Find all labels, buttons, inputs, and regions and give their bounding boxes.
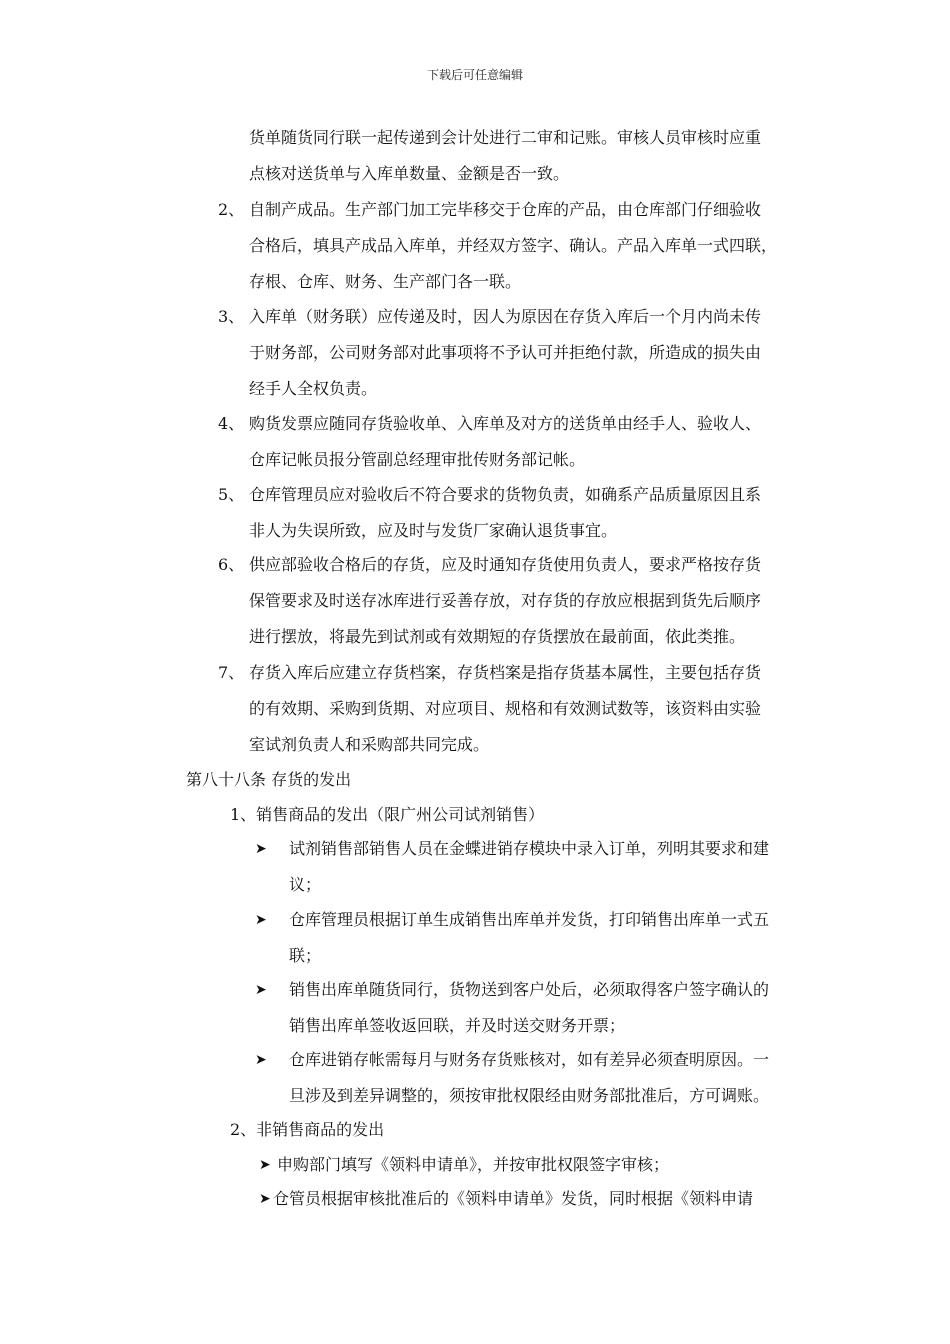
list-item-line: 入库单（财务联）应传递及时，因人为原因在存货入库后一个月内尚未传 <box>249 307 762 326</box>
bullet-line: 仓库进销存帐需每月与财务存货账核对，如有差异必须查明原因。一 <box>289 1050 770 1069</box>
list-item-line: 供应部验收合格后的存货，应及时通知存货使用负责人，要求严格按存货 <box>249 555 762 574</box>
list-item-line: 仓库记帐员报分管副总经理审批传财务部记帐。 <box>249 450 586 469</box>
list-item-line: 进行摆放，将最先到试剂或有效期短的存货摆放在最前面，依此类推。 <box>249 627 746 646</box>
list-item-line: 室试剂负责人和采购部共同完成。 <box>249 735 490 754</box>
arrow-bullet-icon: ➤ <box>255 1052 267 1068</box>
list-item-line: 自制产成品。生产部门加工完毕移交于仓库的产品，由仓库部门仔细验收 <box>249 200 762 219</box>
list-item-number: 3、 <box>218 307 245 326</box>
list-item-line: 保管要求及时送存冰库进行妥善存放，对存货的存放应根据到货先后顺序 <box>249 591 762 610</box>
bullet-line: 议； <box>289 875 322 894</box>
arrow-bullet-icon: ➤ <box>255 982 267 998</box>
bullet-line: 旦涉及到差异调整的，须按审批权限经由财务部批准后，方可调账。 <box>289 1086 770 1105</box>
paragraph-line: 货单随货同行联一起传递到会计处进行二审和记账。审核人员审核时应重 <box>249 128 762 147</box>
bullet-line: 销售出库单签收返回联，并及时送交财务开票； <box>289 1016 626 1035</box>
paragraph-line: 点核对送货单与入库单数量、金额是否一致。 <box>249 164 570 183</box>
arrow-bullet-icon: ➤ <box>255 912 267 928</box>
list-item-line: 存货入库后应建立存货档案，存货档案是指存货基本属性，主要包括存货 <box>249 663 762 682</box>
header-note: 下载后可任意编辑 <box>426 68 523 82</box>
bullet-line: 销售出库单随货同行，货物送到客户处后，必须取得客户签字确认的 <box>289 980 770 999</box>
article-heading: 第八十八条 存货的发出 <box>186 770 352 789</box>
bullet-line: 联； <box>289 946 322 965</box>
list-item-line: 于财务部，公司财务部对此事项将不予认可并拒绝付款，所造成的损失由 <box>249 343 762 362</box>
arrow-bullet-icon: ➤ <box>255 841 267 857</box>
list-item-line: 经手人全权负责。 <box>249 379 378 398</box>
list-item-line: 购货发票应随同存货验收单、入库单及对方的送货单由经手人、验收人、 <box>249 414 762 433</box>
list-item-number: 2、 <box>218 200 245 219</box>
arrow-bullet-icon: ➤ <box>259 1157 271 1173</box>
bullet-line: 申购部门填写《领料申请单》，并按审批权限签字审核； <box>277 1155 670 1174</box>
list-item-line: 合格后，填具产成品入库单，并经双方签字、确认。产品入库单一式四联， <box>249 236 778 255</box>
list-item-line: 的有效期、采购到货期、对应项目、规格和有效测试数等，该资料由实验 <box>249 699 762 718</box>
list-item-number: 5、 <box>218 485 245 504</box>
list-item-line: 存根、仓库、财务、生产部门各一联。 <box>249 272 522 291</box>
subsection-heading: 1、销售商品的发出（限广州公司试剂销售） <box>230 805 545 824</box>
bullet-line: 仓库管理员根据订单生成销售出库单并发货，打印销售出库单一式五 <box>289 910 770 929</box>
bullet-line: 试剂销售部销售人员在金蝶进销存模块中录入订单，列明其要求和建 <box>289 839 770 858</box>
list-item-line: 仓库管理员应对验收后不符合要求的货物负责，如确系产品质量原因且系 <box>249 485 762 504</box>
list-item-number: 7、 <box>218 663 245 682</box>
subsection-heading: 2、非销售商品的发出 <box>230 1120 385 1139</box>
list-item-number: 6、 <box>218 555 245 574</box>
list-item-line: 非人为失误所致，应及时与发货厂家确认退货事宜。 <box>249 521 618 540</box>
arrow-bullet-icon: ➤ <box>259 1191 271 1207</box>
list-item-number: 4、 <box>218 414 245 433</box>
bullet-line: 仓管员根据审核批准后的《领料申请单》发货，同时根据《领料申请 <box>273 1189 754 1208</box>
